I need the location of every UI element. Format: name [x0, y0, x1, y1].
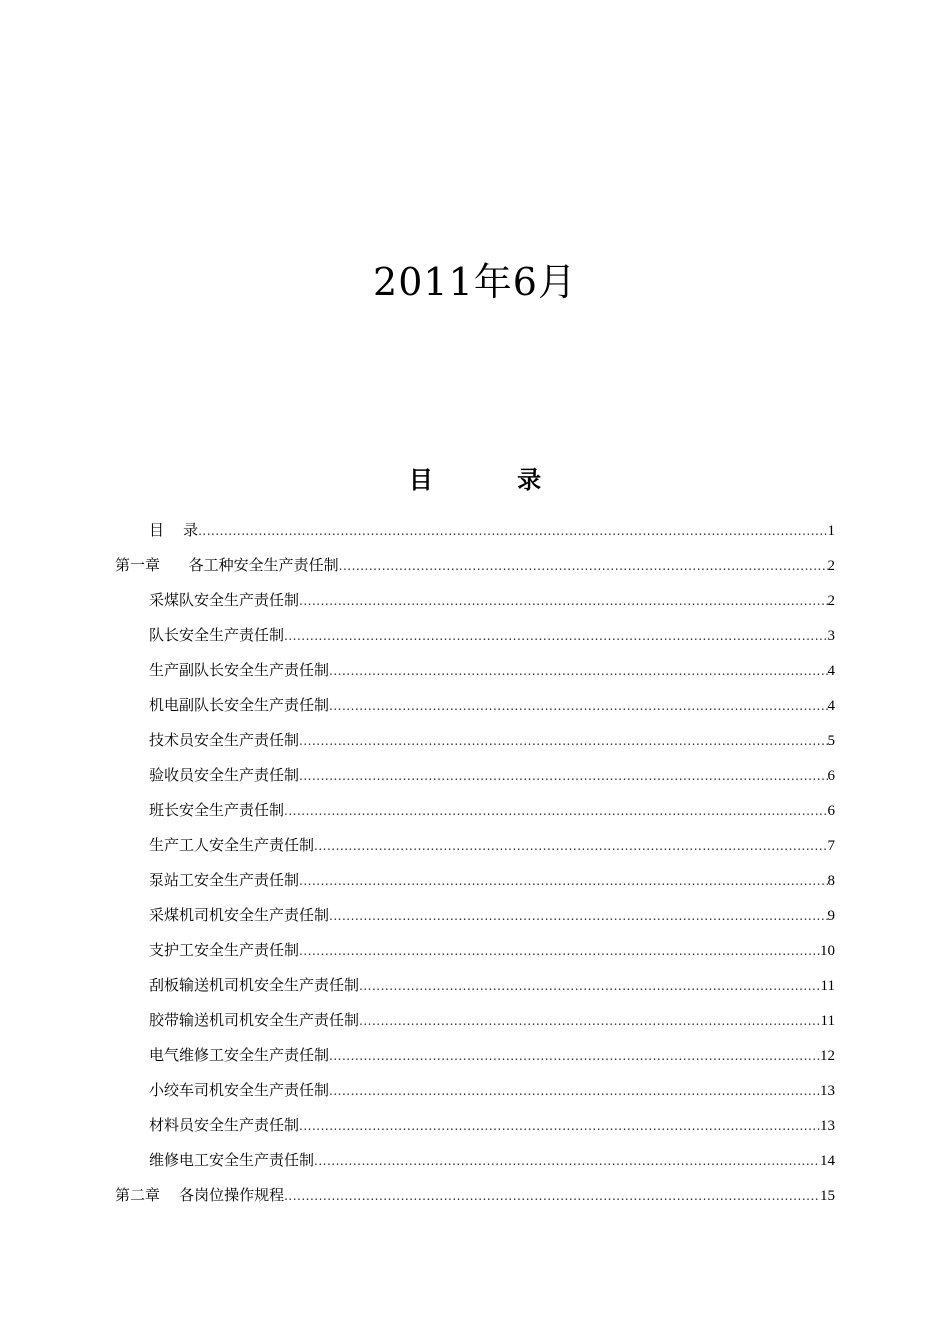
toc-entry[interactable] [115, 653, 835, 688]
toc-entry[interactable] [115, 1003, 835, 1038]
toc-entry-page: 9 [827, 908, 835, 924]
toc-heading: 目 录 [408, 465, 580, 494]
toc-entry[interactable] [115, 1073, 835, 1108]
toc-dot-leader [299, 759, 827, 794]
toc-entry[interactable] [115, 863, 835, 898]
toc-chapter-entry[interactable] [115, 548, 835, 583]
toc-entry-page: 2 [827, 593, 835, 609]
toc-dot-leader [339, 549, 828, 584]
toc-entry[interactable] [115, 583, 835, 618]
toc-dot-leader [284, 619, 827, 654]
toc-entry[interactable] [115, 933, 835, 968]
toc-entry-label: 支护工安全生产责任制 [149, 941, 300, 959]
toc-entry-label: 采煤机司机安全生产责任制 [149, 906, 330, 924]
toc-entry-page: 10 [820, 943, 835, 959]
toc-entry-page: 11 [820, 978, 835, 994]
toc-entry-page: 1 [827, 523, 835, 539]
toc-entry-label: 采煤队安全生产责任制 [149, 591, 300, 609]
toc-dot-leader [284, 794, 827, 829]
toc-entry-page: 13 [820, 1083, 835, 1099]
toc-entry[interactable] [115, 688, 835, 723]
toc-entry-page: 5 [827, 733, 835, 749]
toc-entry-label: 机电副队长安全生产责任制 [149, 696, 330, 714]
toc-entry-label: 队长安全生产责任制 [149, 626, 285, 644]
toc-dot-leader [299, 864, 827, 899]
toc-entry[interactable] [115, 1143, 835, 1178]
table-of-contents [115, 513, 835, 1213]
toc-entry[interactable] [115, 1108, 835, 1143]
toc-entry-page: 11 [820, 1013, 835, 1029]
toc-entry[interactable] [115, 793, 835, 828]
toc-dot-leader [314, 1144, 820, 1179]
toc-entry-page: 12 [820, 1048, 835, 1064]
toc-entry[interactable] [115, 513, 835, 548]
toc-entry-page: 4 [827, 663, 835, 679]
toc-entry[interactable] [115, 723, 835, 758]
toc-entry-label: 材料员安全生产责任制 [149, 1116, 300, 1134]
toc-entry[interactable] [115, 828, 835, 863]
toc-entry-label: 班长安全生产责任制 [149, 801, 285, 819]
toc-entry-label: 生产工人安全生产责任制 [149, 836, 315, 854]
toc-entry-label: 胶带输送机司机安全生产责任制 [149, 1011, 360, 1029]
toc-entry-page: 7 [827, 838, 835, 854]
toc-entry-page: 14 [820, 1153, 835, 1169]
toc-entry-page: 8 [827, 873, 835, 889]
toc-entry-page: 13 [820, 1118, 835, 1134]
toc-entry-label: 小绞车司机安全生产责任制 [149, 1081, 330, 1099]
toc-entry[interactable] [115, 968, 835, 1003]
toc-entry-label: 生产副队长安全生产责任制 [149, 661, 330, 679]
toc-dot-leader [359, 969, 821, 1004]
toc-dot-leader [329, 899, 827, 934]
toc-entry-page: 6 [827, 768, 835, 784]
toc-chapter-entry[interactable] [115, 1178, 835, 1213]
toc-entry-label: 技术员安全生产责任制 [149, 731, 300, 749]
toc-dot-leader [329, 1074, 820, 1109]
toc-entry[interactable] [115, 758, 835, 793]
toc-entry-label: 维修电工安全生产责任制 [149, 1151, 315, 1169]
toc-entry-label: 验收员安全生产责任制 [149, 766, 300, 784]
toc-dot-leader [198, 514, 827, 549]
toc-entry[interactable] [115, 618, 835, 653]
toc-dot-leader [329, 689, 827, 724]
toc-dot-leader [284, 1179, 820, 1214]
toc-dot-leader [299, 934, 820, 969]
toc-dot-leader [329, 654, 827, 689]
toc-entry-label: 电气维修工安全生产责任制 [149, 1046, 330, 1064]
toc-dot-leader [299, 584, 827, 619]
toc-dot-leader [299, 724, 827, 759]
toc-dot-leader [299, 1109, 820, 1144]
toc-dot-leader [329, 1039, 820, 1074]
toc-entry-label: 泵站工安全生产责任制 [149, 871, 300, 889]
toc-entry-page: 4 [827, 698, 835, 714]
toc-entry-label: 第二章 各岗位操作规程 [115, 1186, 285, 1204]
toc-dot-leader [314, 829, 827, 864]
toc-entry-page: 2 [827, 558, 835, 574]
toc-entry-page: 3 [827, 628, 835, 644]
toc-dot-leader [359, 1004, 821, 1039]
toc-entry[interactable] [115, 1038, 835, 1073]
toc-entry-label: 第一章 各工种安全生产责任制 [115, 556, 339, 574]
toc-entry-label: 目 录 [149, 521, 199, 539]
cover-date: 2011年6月 [373, 260, 577, 304]
toc-entry-page: 15 [820, 1188, 835, 1204]
toc-entry-label: 刮板输送机司机安全生产责任制 [149, 976, 360, 994]
toc-entry-page: 6 [827, 803, 835, 819]
toc-entry[interactable] [115, 898, 835, 933]
